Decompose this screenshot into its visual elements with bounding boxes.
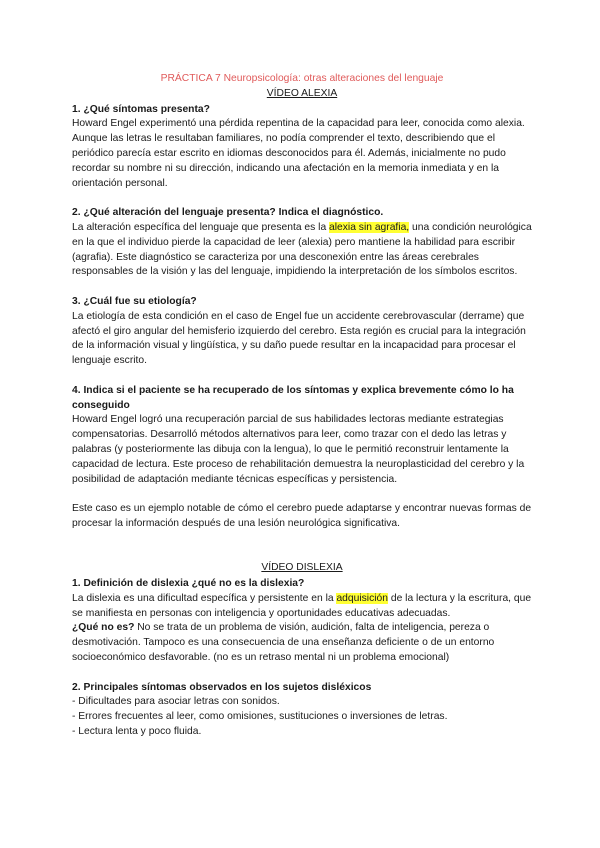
alexia-answer-3: La etiología de esta condición en el caso de Engel fue un accidente cerebrovascular (derrame) que afectó el giro angular del hemisferio izquierdo del cerebro. Esta región es crucial para la integración de la información visual y lingüística, y su daño puede resultar en la incapacidad para procesar el lenguaje escrito. <box>72 310 526 367</box>
dislexia-not-is <box>72 621 532 665</box>
list-item: - Dificultades para asociar letras con sonidos. <box>72 696 280 708</box>
list-item: - Errores frecuentes al leer, como omisiones, sustituciones o inversiones de letras. <box>72 711 448 723</box>
alexia-question-3: 3. ¿Cuál fue su etiología? <box>72 295 197 307</box>
highlighted-diagnosis: alexia sin agrafia, <box>329 221 410 233</box>
symptom-list <box>72 695 532 739</box>
document-page <box>72 72 532 740</box>
dislexia-answer-1-pre: La dislexia es una dificultad específica y persistente en la <box>72 592 337 604</box>
dislexia-question-2: 2. Principales síntomas observados en los sujetos disléxicos <box>72 681 372 693</box>
highlighted-term: adquisición <box>336 592 388 604</box>
alexia-answer-2 <box>72 221 532 280</box>
dislexia-video-heading: VÍDEO DISLEXIA <box>261 562 343 574</box>
alexia-answer-1: Howard Engel experimentó una pérdida repentina de la capacidad para leer, conocida como alexia. Aunque las letras le resultaban familiares, no podía comprender el texto, describiendo que el periódico parecía estar escrito en idiomas desconocidos para él. Además, inicialmente no pudo recordar su nombre ni su dirección, indicando una afectación en la memoria inmediata y en la orientación personal. <box>72 118 525 189</box>
alexia-question-1: 1. ¿Qué síntomas presenta? <box>72 103 210 115</box>
list-item: - Lectura lenta y poco fluida. <box>72 726 202 738</box>
dislexia-not-label: ¿Qué no es? <box>72 622 135 634</box>
dislexia-answer-1 <box>72 592 532 622</box>
alexia-answer-4: Howard Engel logró una recuperación parcial de sus habilidades lectoras mediante estrategias compensatorias. Desarrolló métodos alternativos para leer, como trazar con el dedo las letras y palabras (y posteriormente las dibuja con la lengua), lo que le permitió reconstruir lentamente la capacidad de lectura. Este proceso de rehabilitación demuestra la neuroplasticidad del cerebro y la posibilidad de adaptación mediante técnicas específicas y persistencia. <box>72 414 525 485</box>
alexia-video-heading: VÍDEO ALEXIA <box>266 87 338 99</box>
dislexia-answer-1-post: de la lectura y la escritura, que se manifiesta en personas con inteligencia y oportunidades educativas adecuadas. <box>72 592 532 619</box>
dislexia-not-text: No se trata de un problema de visión, audición, falta de inteligencia, pereza o desmotivación. Tampoco es una consecuencia de una enseñanza deficiente o de un entorno socioeconómico desfavorable. (no es un retraso mental ni un problema emocional) <box>72 622 495 664</box>
dislexia-question-1: 1. Definición de dislexia ¿qué no es la dislexia? <box>72 578 305 590</box>
alexia-question-4: 4. Indica si el paciente se ha recuperado de los síntomas y explica brevemente cómo lo ha conseguido <box>72 384 514 411</box>
document-title: PRÁCTICA 7 Neuropsicología: otras alteraciones del lenguaje <box>160 73 444 84</box>
alexia-question-2: 2. ¿Qué alteración del lenguaje presenta? Indica el diagnóstico. <box>72 207 384 219</box>
alexia-answer-2-post: una condición neurológica en la que el individuo pierde la capacidad de leer (alexia) pero mantiene la habilidad para escribir (agrafia). Este diagnóstico se caracteriza por una desconexión entre las áreas cerebrales responsables de la visión y las del lenguaje, impidiendo la interpretación de los símbolos escritos. <box>72 221 532 278</box>
alexia-answer-2-pre: La alteración específica del lenguaje que presenta es la <box>72 221 330 233</box>
alexia-conclusion: Este caso es un ejemplo notable de cómo el cerebro puede adaptarse y encontrar nuevas formas de procesar la información después de una lesión neurológica significativa. <box>72 503 532 529</box>
